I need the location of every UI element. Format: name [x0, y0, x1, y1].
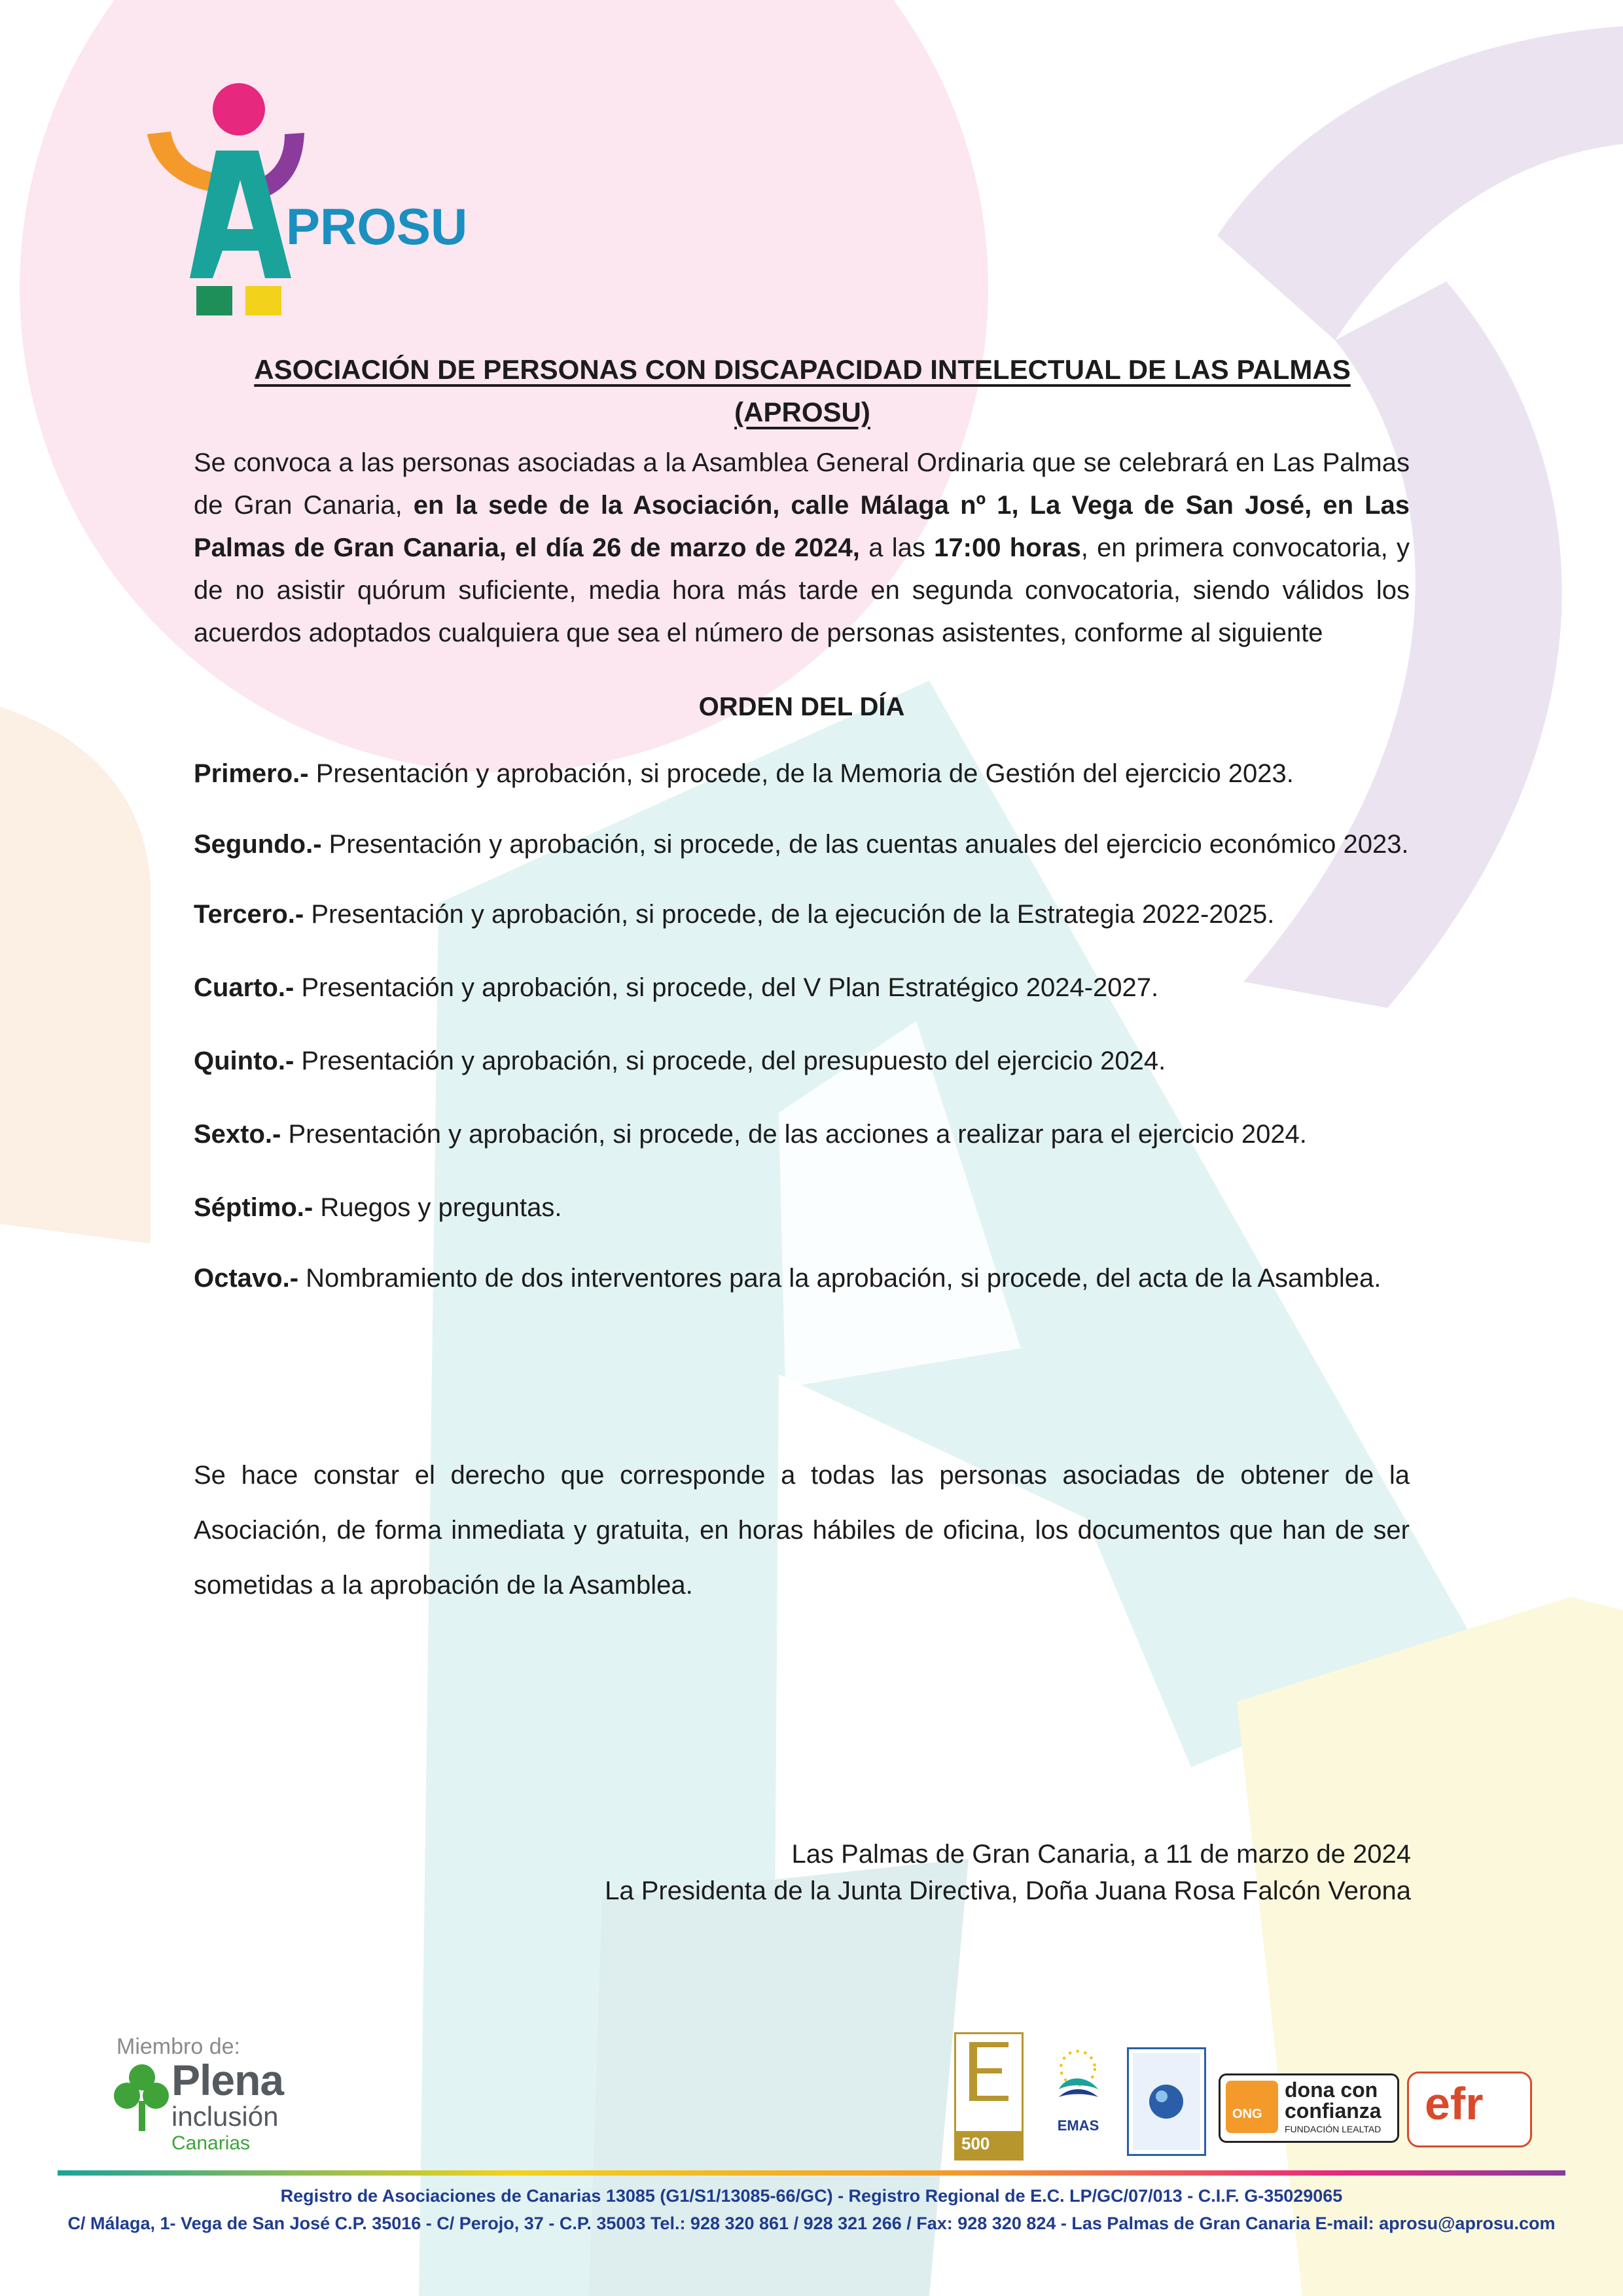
bg-purple-arc: [1217, 26, 1623, 340]
bg-orange-shape: [0, 707, 151, 1244]
ong-label: ONG: [1232, 2107, 1262, 2121]
intro-bold-time: 17:00 horas: [934, 533, 1081, 562]
plena-canarias-text: Canarias: [171, 2132, 251, 2154]
member-label: Miembro de:: [116, 2034, 240, 2059]
dona-line2: confianza: [1285, 2099, 1382, 2123]
document-title: ASOCIACIÓN DE PERSONAS CON DISCAPACIDAD INTELECTUAL DE LAS PALMAS (APROSU): [254, 354, 1351, 427]
footer-registry: Registro de Asociaciones de Canarias 13085 (G1/S1/13085-66/GC) - Registro Regional de E.C. LP/GC/07/013 - C.I.F. G-35029065: [280, 2186, 1343, 2206]
intro-text-2: a las: [859, 533, 935, 562]
footer-divider: [58, 2170, 1565, 2176]
agenda-text: Presentación y aprobación, si procede, de la Memoria de Gestión del ejercicio 2023.: [308, 759, 1294, 788]
agenda-item-quinto: [194, 1040, 1410, 1083]
agenda-label: Séptimo.-: [194, 1193, 313, 1222]
globe-icon: [1129, 2049, 1204, 2154]
agenda-heading: ORDEN DEL DÍA: [698, 692, 905, 721]
agenda-text: Ruegos y preguntas.: [313, 1193, 562, 1222]
closing-paragraph: Se hace constar el derecho que corresponde a todas las personas asociadas de obtener de la Asociación, de forma inmediata y gratuita, en horas hábiles de oficina, los documentos que han de ser sometidas a la aprobación de la Asamblea.: [194, 1461, 1410, 1600]
footer-contact: C/ Málaga, 1- Vega de San José C.P. 35016 - C/ Perojo, 37 - C.P. 35003 Tel.: 928 320 861 / 928 321 266 / Fax: 928 320 824 - Las Palmas de Gran Canaria E-mail: aprosu@aprosu.com: [67, 2214, 1556, 2233]
agenda-item-cuarto: [194, 967, 1410, 1009]
agenda-label: Tercero.-: [194, 900, 304, 929]
logo-leg-left: [196, 286, 232, 315]
agenda-item-septimo: [194, 1187, 1410, 1229]
efr-label: efr: [1425, 2078, 1484, 2129]
agenda-item-sexto: [194, 1113, 1410, 1156]
logo-wordmark: PROSU: [286, 198, 468, 255]
agenda-text: Nombramiento de dos interventores para la aprobación, si procede, del acta de la Asamblea.: [298, 1264, 1382, 1293]
logo-leg-right: [245, 286, 281, 315]
intro-text-3: , en primera convocatoria, y de no asistir quórum suficiente, media hora más tarde en segunda convocatoria, siendo válidos los acuerdos adoptados cualquiera que sea el número de personas asistentes, conforme al siguiente: [194, 533, 1410, 647]
emas-label: EMAS: [1057, 2117, 1099, 2134]
agenda-label: Sexto.-: [194, 1120, 281, 1149]
agenda-label: Primero.-: [194, 759, 309, 788]
agenda-item-segundo: [194, 826, 1410, 863]
agenda-label: Cuarto.-: [194, 973, 294, 1002]
plena-inclusion-text: inclusión: [171, 2101, 279, 2132]
agenda-item-octavo: [194, 1260, 1410, 1297]
signature-block: [458, 1836, 1411, 1909]
agenda-list: [194, 753, 1410, 1327]
dona-sub: FUNDACIÓN LEALTAD: [1285, 2124, 1382, 2134]
agenda-text: Presentación y aprobación, si procede, de las cuentas anuales del ejercicio económico 2023.: [321, 830, 1409, 859]
intro-paragraph: [194, 442, 1410, 655]
logo-head: [213, 83, 265, 135]
agenda-item-tercero: [194, 893, 1410, 936]
agenda-label: Segundo.-: [194, 830, 322, 859]
logo-arm-left: [147, 132, 213, 192]
agenda-text: Presentación y aprobación, si procede, de las acciones a realizar para el ejercicio 2024.: [281, 1120, 1307, 1149]
emas-badge: [1047, 2049, 1109, 2140]
agenda-text: Presentación y aprobación, si procede, de la ejecución de la Estrategia 2022-2025.: [304, 900, 1275, 929]
agenda-item-primero: [194, 753, 1410, 795]
excelencia-badge: [954, 2032, 1024, 2161]
intro-text-1: Se convoca a las personas asociadas a la Asamblea General Ordinaria que se celebrará en Las Palmas de Gran Canaria,: [194, 448, 1410, 520]
agenda-text: Presentación y aprobación, si procede, del presupuesto del ejercicio 2024.: [294, 1047, 1166, 1075]
signer-name: La Presidenta de la Junta Directiva, Doña Juana Rosa Falcón Verona: [605, 1876, 1411, 1905]
intro-bold-location: en la sede de la Asociación, calle Málaga nº 1, La Vega de San José, en Las Palmas de Gran Canaria, el día 26 de marzo de 2024,: [194, 491, 1410, 562]
efr-badge: [1407, 2072, 1532, 2147]
logo-arm-right: [262, 133, 304, 197]
clover-icon: [113, 2062, 171, 2134]
certification-badge: [1127, 2047, 1206, 2156]
agenda-label: Quinto.-: [194, 1047, 294, 1075]
aprosu-logo: [134, 82, 474, 317]
place-date: Las Palmas de Gran Canaria, a 11 de marzo de 2024: [791, 1840, 1411, 1869]
plena-wordmark: Plena: [171, 2056, 284, 2104]
excelencia-score: 500: [961, 2134, 990, 2153]
emas-icon: [1047, 2049, 1109, 2114]
agenda-label: Octavo.-: [194, 1264, 299, 1293]
dona-line1: dona con: [1285, 2078, 1378, 2102]
dona-con-confianza-badge: [1219, 2073, 1399, 2143]
agenda-text: Presentación y aprobación, si procede, del V Plan Estratégico 2024-2027.: [294, 973, 1159, 1002]
